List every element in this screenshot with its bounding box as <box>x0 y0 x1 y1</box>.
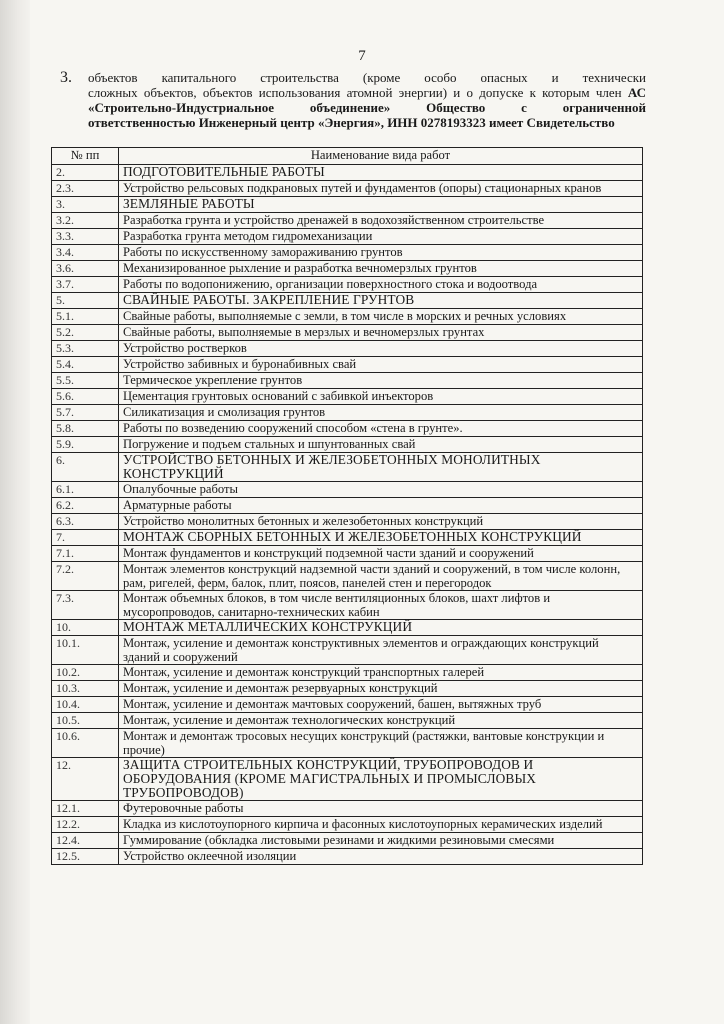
table-body <box>52 165 643 865</box>
row-work-name: ЗАЩИТА СТРОИТЕЛЬНЫХ КОНСТРУКЦИЙ, ТРУБОПРОВОДОВ И ОБОРУДОВАНИЯ (КРОМЕ МАГИСТРАЛЬНЫХ И ПРОМЫСЛОВЫХ ТРУБОПРОВОДОВ) <box>119 758 643 801</box>
row-work-name: Механизированное рыхление и разработка вечномерзлых грунтов <box>119 261 643 277</box>
row-number: 3.3. <box>52 229 119 245</box>
row-work-name: МОНТАЖ СБОРНЫХ БЕТОННЫХ И ЖЕЛЕЗОБЕТОННЫХ КОНСТРУКЦИЙ <box>119 530 643 546</box>
table-row <box>52 801 643 817</box>
row-number: 3.6. <box>52 261 119 277</box>
table-row <box>52 245 643 261</box>
row-work-name: Монтаж, усиление и демонтаж конструкций транспортных галерей <box>119 665 643 681</box>
page-number: 7 <box>358 48 366 64</box>
header-num: № пп <box>52 148 119 165</box>
row-number: 2. <box>52 165 119 181</box>
intro-line-1: объектов капитального строительства (кроме особо опасных и технически <box>88 70 646 85</box>
row-work-name: Гуммирование (обкладка листовыми резинами и жидкими резиновыми смесями <box>119 833 643 849</box>
row-number: 10.4. <box>52 697 119 713</box>
header-name: Наименование вида работ <box>119 148 643 165</box>
row-work-name: Монтаж фундаментов и конструкций подземной части зданий и сооружений <box>119 546 643 562</box>
row-work-name: Футеровочные работы <box>119 801 643 817</box>
row-number: 10.3. <box>52 681 119 697</box>
row-work-name: ЗЕМЛЯНЫЕ РАБОТЫ <box>119 197 643 213</box>
row-number: 12.1. <box>52 801 119 817</box>
table-row-section <box>52 758 643 801</box>
row-number: 2.3. <box>52 181 119 197</box>
row-number: 6.2. <box>52 498 119 514</box>
row-work-name: Арматурные работы <box>119 498 643 514</box>
table-row <box>52 729 643 758</box>
row-number: 5.5. <box>52 373 119 389</box>
row-number: 3.2. <box>52 213 119 229</box>
table-row-section <box>52 197 643 213</box>
row-number: 3.4. <box>52 245 119 261</box>
row-number: 5.6. <box>52 389 119 405</box>
table-row <box>52 213 643 229</box>
table-row <box>52 229 643 245</box>
row-work-name: УСТРОЙСТВО БЕТОННЫХ И ЖЕЛЕЗОБЕТОННЫХ МОНОЛИТНЫХ КОНСТРУКЦИЙ <box>119 453 643 482</box>
row-work-name: Устройство оклеечной изоляции <box>119 849 643 865</box>
row-number: 7. <box>52 530 119 546</box>
row-work-name: Разработка грунта и устройство дренажей в водохозяйственном строительстве <box>119 213 643 229</box>
row-number: 10.1. <box>52 636 119 665</box>
row-number: 12.5. <box>52 849 119 865</box>
table-row <box>52 405 643 421</box>
intro-line-2-text: сложных объектов, объектов использования атомной энергии) и о допуске к которым член <box>88 85 622 100</box>
table-row <box>52 309 643 325</box>
table-row <box>52 591 643 620</box>
row-work-name: Устройство забивных и буронабивных свай <box>119 357 643 373</box>
row-number: 10.2. <box>52 665 119 681</box>
row-work-name: Монтаж, усиление и демонтаж технологических конструкций <box>119 713 643 729</box>
table-row <box>52 357 643 373</box>
intro-paragraph <box>60 70 646 130</box>
row-work-name: МОНТАЖ МЕТАЛЛИЧЕСКИХ КОНСТРУКЦИЙ <box>119 620 643 636</box>
row-number: 6.3. <box>52 514 119 530</box>
table-row <box>52 482 643 498</box>
row-work-name: Работы по возведению сооружений способом «стена в грунте». <box>119 421 643 437</box>
row-number: 10.6. <box>52 729 119 758</box>
table-row <box>52 681 643 697</box>
table-row <box>52 181 643 197</box>
row-work-name: Монтаж и демонтаж тросовых несущих конструкций (растяжки, вантовые конструкции и прочие) <box>119 729 643 758</box>
row-number: 12. <box>52 758 119 801</box>
row-work-name: Термическое укрепление грунтов <box>119 373 643 389</box>
table-row <box>52 341 643 357</box>
row-work-name: Свайные работы, выполняемые с земли, в том числе в морских и речных условиях <box>119 309 643 325</box>
table-row <box>52 514 643 530</box>
row-number: 10. <box>52 620 119 636</box>
works-table <box>51 147 643 865</box>
table-row <box>52 713 643 729</box>
table-row <box>52 277 643 293</box>
row-number: 7.1. <box>52 546 119 562</box>
row-number: 7.3. <box>52 591 119 620</box>
row-number: 3. <box>52 197 119 213</box>
row-work-name: Монтаж элементов конструкций надземной части зданий и сооружений, в том числе колонн, рам, ригелей, ферм, балок, плит, поясов, панелей стен и перегородок <box>119 562 643 591</box>
intro-line-3: «Строительно-Индустриальное объединение» Общество с ограниченной <box>88 100 646 115</box>
table-row-section <box>52 453 643 482</box>
row-work-name: Работы по водопонижению, организации поверхностного стока и водоотвода <box>119 277 643 293</box>
row-number: 5.4. <box>52 357 119 373</box>
row-work-name: Цементация грунтовых оснований с забивкой инъекторов <box>119 389 643 405</box>
row-number: 5.2. <box>52 325 119 341</box>
row-work-name: Монтаж объемных блоков, в том числе вентиляционных блоков, шахт лифтов и мусоропроводов, санитарно-технических кабин <box>119 591 643 620</box>
row-work-name: Монтаж, усиление и демонтаж конструктивных элементов и ограждающих конструкций зданий и сооружений <box>119 636 643 665</box>
row-work-name: Монтаж, усиление и демонтаж мачтовых сооружений, башен, вытяжных труб <box>119 697 643 713</box>
table-row <box>52 498 643 514</box>
row-work-name: Кладка из кислотоупорного кирпича и фасонных кислотоупорных керамических изделий <box>119 817 643 833</box>
table-row <box>52 261 643 277</box>
row-number: 7.2. <box>52 562 119 591</box>
row-work-name: Устройство ростверков <box>119 341 643 357</box>
row-number: 12.4. <box>52 833 119 849</box>
row-number: 5.3. <box>52 341 119 357</box>
intro-item-number: 3. <box>60 69 72 86</box>
row-number: 12.2. <box>52 817 119 833</box>
table-row-section <box>52 620 643 636</box>
intro-text <box>88 70 646 130</box>
row-work-name: Устройство рельсовых подкрановых путей и фундаментов (опоры) стационарных кранов <box>119 181 643 197</box>
row-work-name: Свайные работы, выполняемые в мерзлых и вечномерзлых грунтах <box>119 325 643 341</box>
row-work-name: ПОДГОТОВИТЕЛЬНЫЕ РАБОТЫ <box>119 165 643 181</box>
row-work-name: СВАЙНЫЕ РАБОТЫ. ЗАКРЕПЛЕНИЕ ГРУНТОВ <box>119 293 643 309</box>
row-number: 5.9. <box>52 437 119 453</box>
table-row <box>52 421 643 437</box>
row-work-name: Работы по искусственному замораживанию грунтов <box>119 245 643 261</box>
table-row <box>52 562 643 591</box>
row-number: 5.1. <box>52 309 119 325</box>
row-work-name: Силикатизация и смолизация грунтов <box>119 405 643 421</box>
table-row <box>52 636 643 665</box>
table-row <box>52 817 643 833</box>
scan-edge-shadow <box>0 0 30 1024</box>
row-work-name: Разработка грунта методом гидромеханизации <box>119 229 643 245</box>
intro-line-2-bold: АС <box>621 85 646 100</box>
table-row <box>52 389 643 405</box>
table-row <box>52 437 643 453</box>
row-work-name: Монтаж, усиление и демонтаж резервуарных конструкций <box>119 681 643 697</box>
intro-line-2 <box>88 85 646 100</box>
row-work-name: Опалубочные работы <box>119 482 643 498</box>
row-number: 3.7. <box>52 277 119 293</box>
table-header-row <box>52 148 643 165</box>
intro-line-4: ответственностью Инженерный центр «Энергия», ИНН 0278193323 имеет Свидетельство <box>88 115 615 130</box>
row-number: 5. <box>52 293 119 309</box>
row-work-name: Погружение и подъем стальных и шпунтованных свай <box>119 437 643 453</box>
row-number: 6. <box>52 453 119 482</box>
table-row-section <box>52 165 643 181</box>
row-work-name: Устройство монолитных бетонных и железобетонных конструкций <box>119 514 643 530</box>
table-row <box>52 665 643 681</box>
table-row <box>52 697 643 713</box>
table-row-section <box>52 530 643 546</box>
row-number: 10.5. <box>52 713 119 729</box>
table-row <box>52 373 643 389</box>
table-row <box>52 546 643 562</box>
table-row <box>52 325 643 341</box>
table-row-section <box>52 293 643 309</box>
row-number: 5.8. <box>52 421 119 437</box>
row-number: 6.1. <box>52 482 119 498</box>
table-row <box>52 833 643 849</box>
row-number: 5.7. <box>52 405 119 421</box>
table-row <box>52 849 643 865</box>
